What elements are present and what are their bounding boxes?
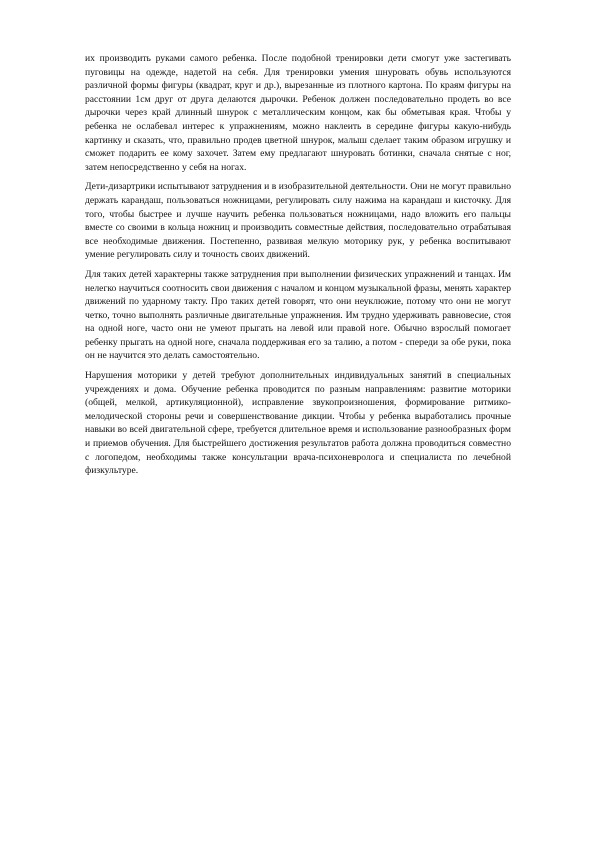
paragraph-4: Нарушения моторики у детей требуют дополнительных индивидуальных занятий в специальных учреждениях и дома. Обучение ребенка проводится по разным направлениям: развитие моторики (общей, мелкой, артикуляционной), исправление звукопроизношения, формирование ритмико-мелодической стороны речи и совершенствование дикции. Чтобы у ребенка выработались прочные навыки во всей двигательной сфере, требуется длительное время и использование разнообразных форм и приемов обучения. Для быстрейшего достижения результатов работа должна проводиться совместно с логопедом, необходимы также консультации врача-психоневролога и специалиста по лечебной физкультуре.: [85, 370, 511, 477]
paragraph-2: Дети-дизартрики испытывают затруднения и в изобразительной деятельности. Они не могут правильно держать карандаш, пользоваться ножницами, регулировать силу нажима на карандаш и кисточку. Для того, чтобы быстрее и лучше научить ребенка пользоваться ножницами, надо вложить его пальцы вместе со своими в кольца ножниц и производить совместные действия, последовательно отрабатывая все необходимые движения. Постепенно, развивая мелкую моторику рук, у ребенка воспитывают умение регулировать силу и точность своих движений.: [85, 181, 511, 261]
paragraph-3: Для таких детей характерны также затруднения при выполнении физических упражнений и танцах. Им нелегко научиться соотносить свои движения с началом и концом музыкальной фразы, менять характер движений по ударному такту. Про таких детей говорят, что они неуклюжие, потому что они не могут четко, точно выполнять различные двигательные упражнения. Им трудно удерживать равновесие, стоя на одной ноге, часто они не умеют прыгать на левой или правой ноге. Обычно взрослый помогает ребенку прыгать на одной ноге, сначала поддерживая его за талию, а потом - спереди за обе руки, пока он не научится это делать самостоятельно.: [85, 268, 511, 362]
paragraph-1: их производить руками самого ребенка. После подобной тренировки дети смогут уже застегивать пуговицы на одежде, надетой на себя. Для тренировки умения шнуровать обувь используются различной формы фигуры (квадрат, круг и др.), вырезанные из плотного картона. По краям фигуры на расстоянии 1см друг от друга делаются дырочки. Ребенок должен последовательно продеть во все дырочки через край длинный шнурок с металлическим концом, как бы обметывая края. Чтобы у ребенка не ослабевал интерес к упражнениям, можно наклеить в середине фигуры какую-нибудь картинку и сказать, что, правильно продев цветной шнурок, малыш сделает таким образом игрушку и сможет подарить ее кому захочет. Затем ему предлагают шнуровать ботинки, сначала снятые с ног, затем непосредственно у себя на ногах.: [85, 53, 511, 173]
document-body: [85, 52, 511, 484]
